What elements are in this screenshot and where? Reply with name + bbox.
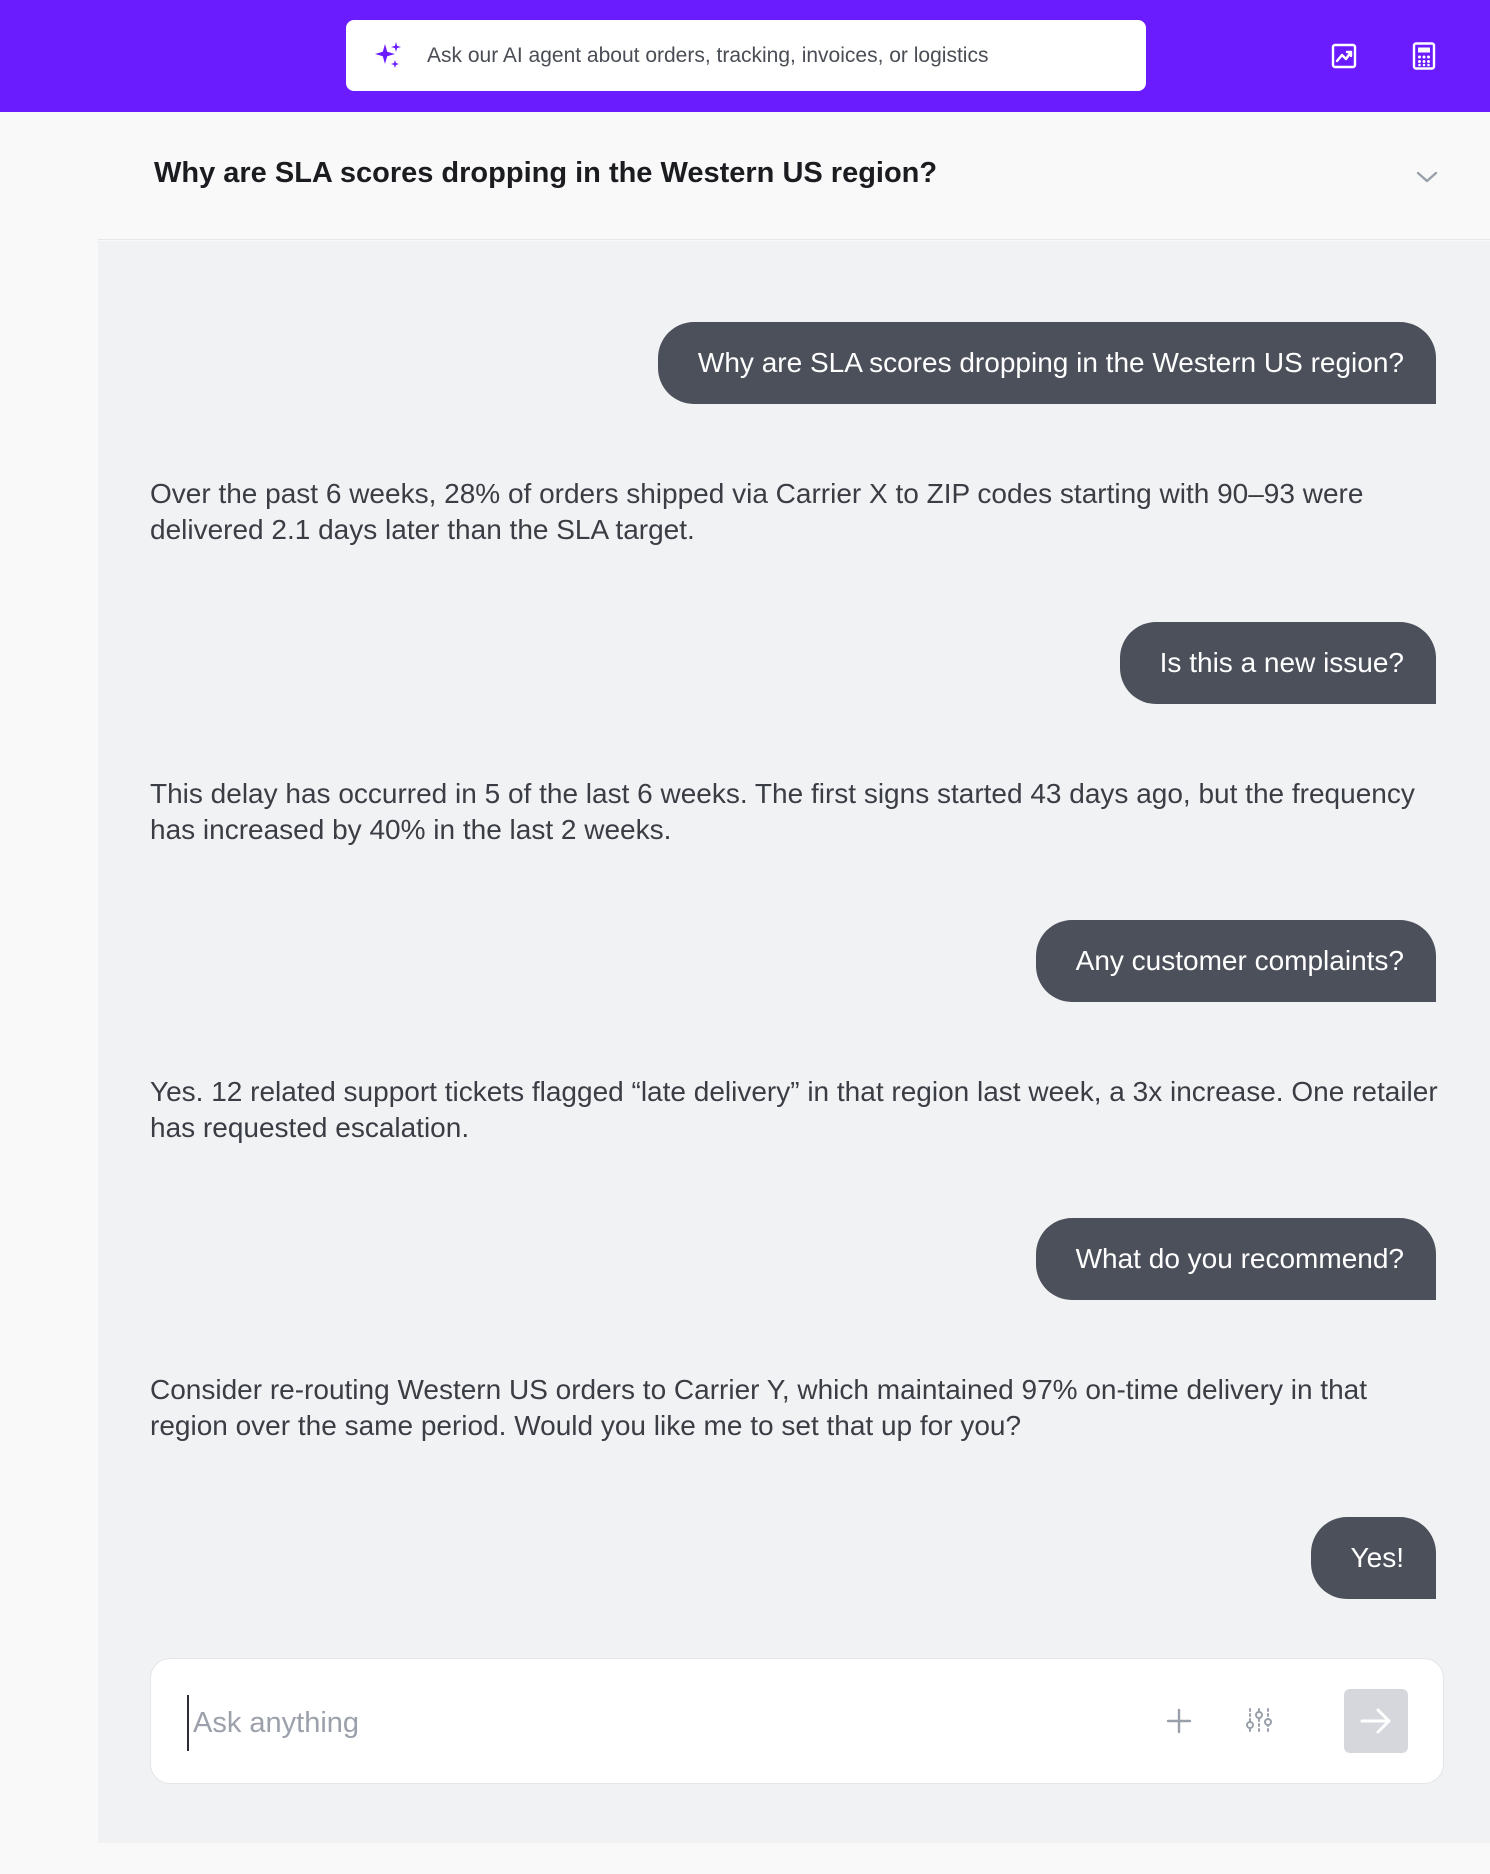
send-arrow-icon <box>1359 1707 1393 1735</box>
message-input[interactable] <box>187 1695 1175 1751</box>
agent-message: Consider re-routing Western US orders to Carrier Y, which maintained 97% on-time delivery in that region over the same period. Would you like me to set that up for you? <box>150 1374 1368 1441</box>
agent-message: Over the past 6 weeks, 28% of orders shipped via Carrier X to ZIP codes starting with 90–93 were delivered 2.1 days later than the SLA target. <box>150 478 1364 545</box>
send-button[interactable] <box>1344 1689 1408 1753</box>
ai-search-box[interactable] <box>346 20 1146 91</box>
chevron-down-icon[interactable] <box>1412 162 1442 192</box>
agent-message: Yes. 12 related support tickets flagged “late delivery” in that region last week, a 3x increase. One retailer has requested escalation. <box>150 1076 1438 1143</box>
conversation-title: Why are SLA scores dropping in the Western US region? <box>154 157 938 189</box>
top-bar <box>0 0 1490 112</box>
user-message: Yes! <box>1311 1517 1436 1599</box>
sparkle-icon <box>373 41 403 71</box>
settings-sliders-icon[interactable] <box>1237 1699 1281 1743</box>
plus-icon[interactable] <box>1157 1699 1201 1743</box>
conversation-header[interactable] <box>98 112 1490 240</box>
chat-panel <box>98 241 1490 1843</box>
message-composer <box>150 1658 1444 1784</box>
user-message: What do you recommend? <box>1036 1218 1436 1300</box>
user-message: Why are SLA scores dropping in the Western US region? <box>658 322 1436 404</box>
ai-search-input[interactable] <box>425 43 1119 69</box>
user-message: Is this a new issue? <box>1120 622 1436 704</box>
agent-message: This delay has occurred in 5 of the last 6 weeks. The first signs started 43 days ago, but the frequency has increased by 40% in the last 2 weeks. <box>150 778 1415 845</box>
calculator-icon[interactable] <box>1408 40 1440 72</box>
user-message: Any customer complaints? <box>1036 920 1436 1002</box>
report-chart-icon[interactable] <box>1328 40 1360 72</box>
